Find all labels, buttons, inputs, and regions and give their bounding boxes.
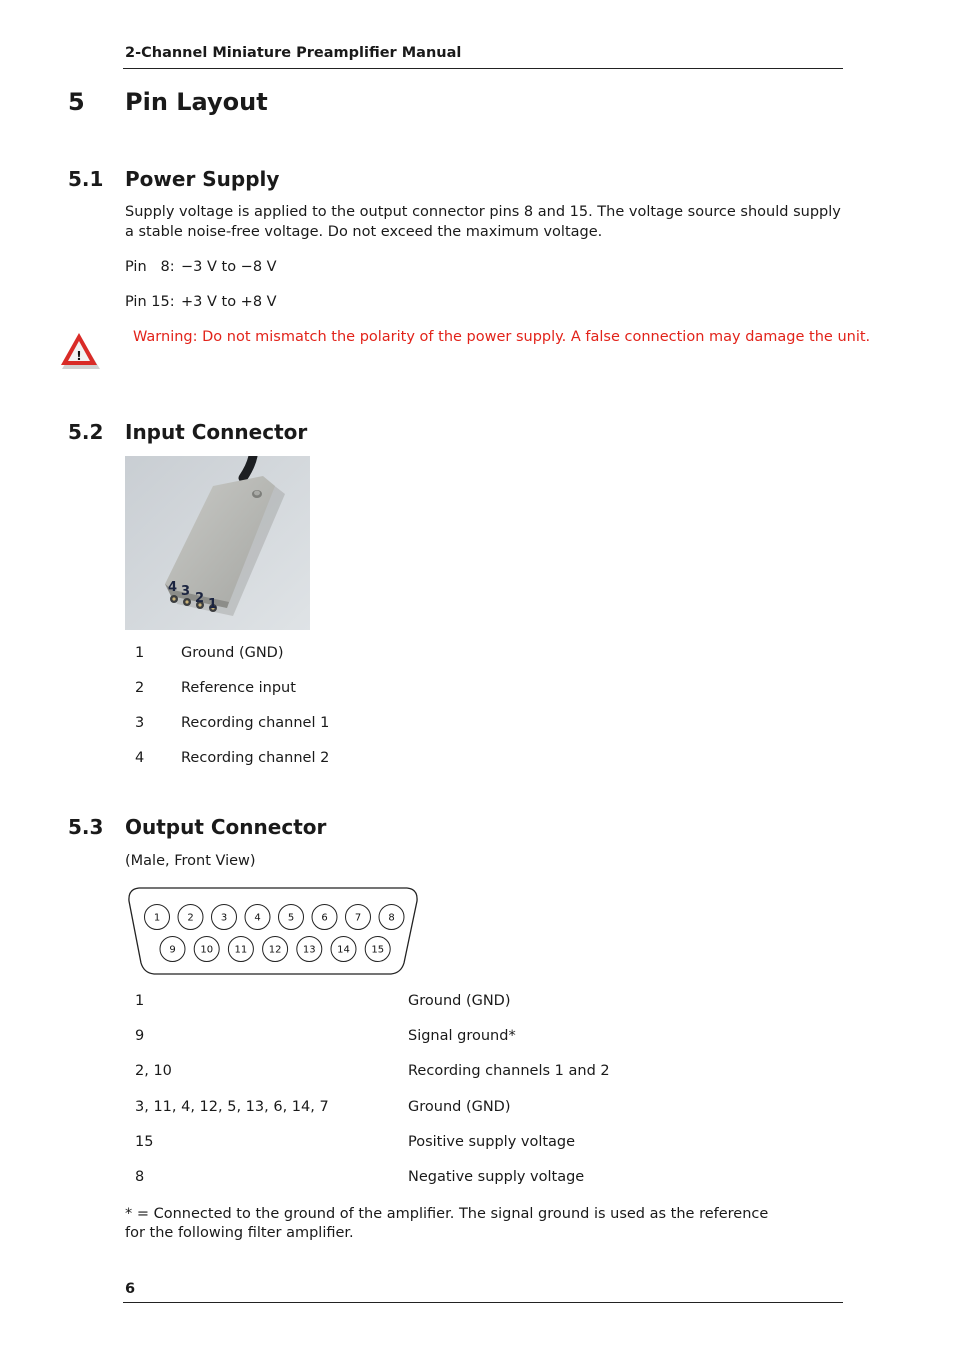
output-pin-row-pin: 8 (135, 1169, 145, 1185)
output-view-note: (Male, Front View) (125, 853, 256, 869)
db15-top-row-pin (245, 905, 270, 930)
pin-number-label: 15 (371, 944, 385, 956)
output-pin-row-desc: Negative supply voltage (408, 1169, 585, 1185)
power-paragraph-line1: Supply voltage is applied to the output connector pins 8 and 15. The voltage source should supply (125, 204, 841, 220)
output-pin-row-pin: 1 (135, 993, 145, 1009)
photo-label-3: 3 (181, 584, 191, 599)
subsection-title-power: Power Supply (125, 167, 280, 191)
db15-bottom-row-pin (365, 937, 390, 962)
db15-bottom-row-pin (297, 937, 322, 962)
output-pin-row-desc: Recording channels 1 and 2 (408, 1063, 610, 1080)
pin-number-label: 1 (153, 912, 161, 924)
input-pin-row-pin: 4 (135, 750, 145, 766)
input-pin-row-desc: Reference input (181, 680, 296, 696)
db15-bottom-row-pin (228, 937, 253, 962)
output-pin-row-pin: 3, 11, 4, 12, 5, 13, 6, 14, 7 (135, 1098, 329, 1115)
photo-label-2: 2 (195, 591, 205, 606)
output-pin-row-desc: Signal ground* (408, 1028, 516, 1045)
warning-text: Warning: Do not mismatch the polarity of the power supply. A false connection may damage the unit. (133, 329, 871, 345)
output-pin-row-pin: 15 (135, 1133, 154, 1150)
db15-top-row-pin (379, 905, 404, 930)
input-connector-photo (125, 456, 310, 630)
photo-label-1: 1 (208, 597, 218, 612)
input-pin-row-pin: 3 (135, 715, 145, 731)
db15-bottom-row-pin (160, 937, 185, 962)
output-pin-row-pin: 2, 10 (135, 1063, 172, 1080)
db15-top-row-pin (312, 905, 337, 930)
photo-label-4: 4 (168, 580, 178, 595)
input-pin-row-desc: Ground (GND) (181, 645, 284, 661)
db15-bottom-row-pin (331, 937, 356, 962)
output-pin-row-desc: Positive supply voltage (408, 1133, 576, 1150)
db15-connector-diagram (125, 885, 422, 977)
input-pin-row-desc: Recording channel 1 (181, 715, 330, 731)
input-pin-row-pin: 2 (135, 680, 145, 696)
subsection-number-input: 5.2 (68, 420, 104, 444)
subsection-number-output: 5.3 (68, 815, 104, 839)
input-pin-row-desc: Recording channel 2 (181, 750, 330, 766)
output-pin-row-desc: Ground (GND) (408, 993, 511, 1009)
pin-number-label: 14 (337, 944, 350, 956)
footnote-line1: * = Connected to the ground of the amplifier. The signal ground is used as the reference (125, 1206, 769, 1222)
pin-number-label: 6 (321, 912, 328, 924)
pin-number-label: 8 (388, 912, 395, 924)
input-pin-row-pin: 1 (135, 645, 145, 661)
pin-number-label: 2 (187, 912, 194, 924)
power-paragraph-line2: a stable noise-free voltage. Do not exceed the maximum voltage. (125, 224, 603, 240)
db15-top-row-pin (346, 905, 371, 930)
footnote-line2: for the following filter amplifier. (125, 1225, 354, 1241)
warning-mark: ! (76, 349, 82, 363)
db15-top-row-pin (145, 905, 170, 930)
pin15-label: Pin 15: (125, 294, 175, 310)
pin-number-label: 12 (268, 944, 282, 956)
db15-top-row-pin (178, 905, 203, 930)
footer-rule (123, 1302, 843, 1303)
pin-number-label: 9 (169, 944, 176, 956)
subsection-title-output: Output Connector (125, 815, 327, 839)
page-number: 6 (125, 1281, 136, 1297)
pin-number-label: 5 (287, 912, 295, 924)
db15-top-row-pin (212, 905, 237, 930)
db15-bottom-row-pin (194, 937, 219, 962)
db15-top-row-pin (279, 905, 304, 930)
section-number: 5 (68, 88, 85, 116)
pin8-value: −3 V to −8 V (181, 259, 277, 275)
subsection-title-input: Input Connector (125, 420, 308, 444)
pin-number-label: 11 (234, 944, 248, 956)
output-pin-row-desc: Ground (GND) (408, 1098, 511, 1115)
warning-triangle-icon (57, 330, 101, 370)
db15-bottom-row-pin (263, 937, 288, 962)
pin-number-label: 4 (254, 912, 261, 924)
pin8-label: Pin 8: (125, 259, 175, 275)
header-rule (123, 68, 843, 69)
running-header: 2-Channel Miniature Preamplifier Manual (125, 45, 462, 61)
pin-number-label: 10 (200, 944, 214, 956)
output-pin-row-pin: 9 (135, 1028, 145, 1045)
pin-number-label: 7 (354, 912, 362, 924)
section-title: Pin Layout (125, 88, 268, 116)
pin-number-label: 13 (302, 944, 316, 956)
subsection-number-power: 5.1 (68, 167, 104, 191)
pin-number-label: 3 (220, 912, 228, 924)
pin15-value: +3 V to +8 V (181, 294, 277, 310)
